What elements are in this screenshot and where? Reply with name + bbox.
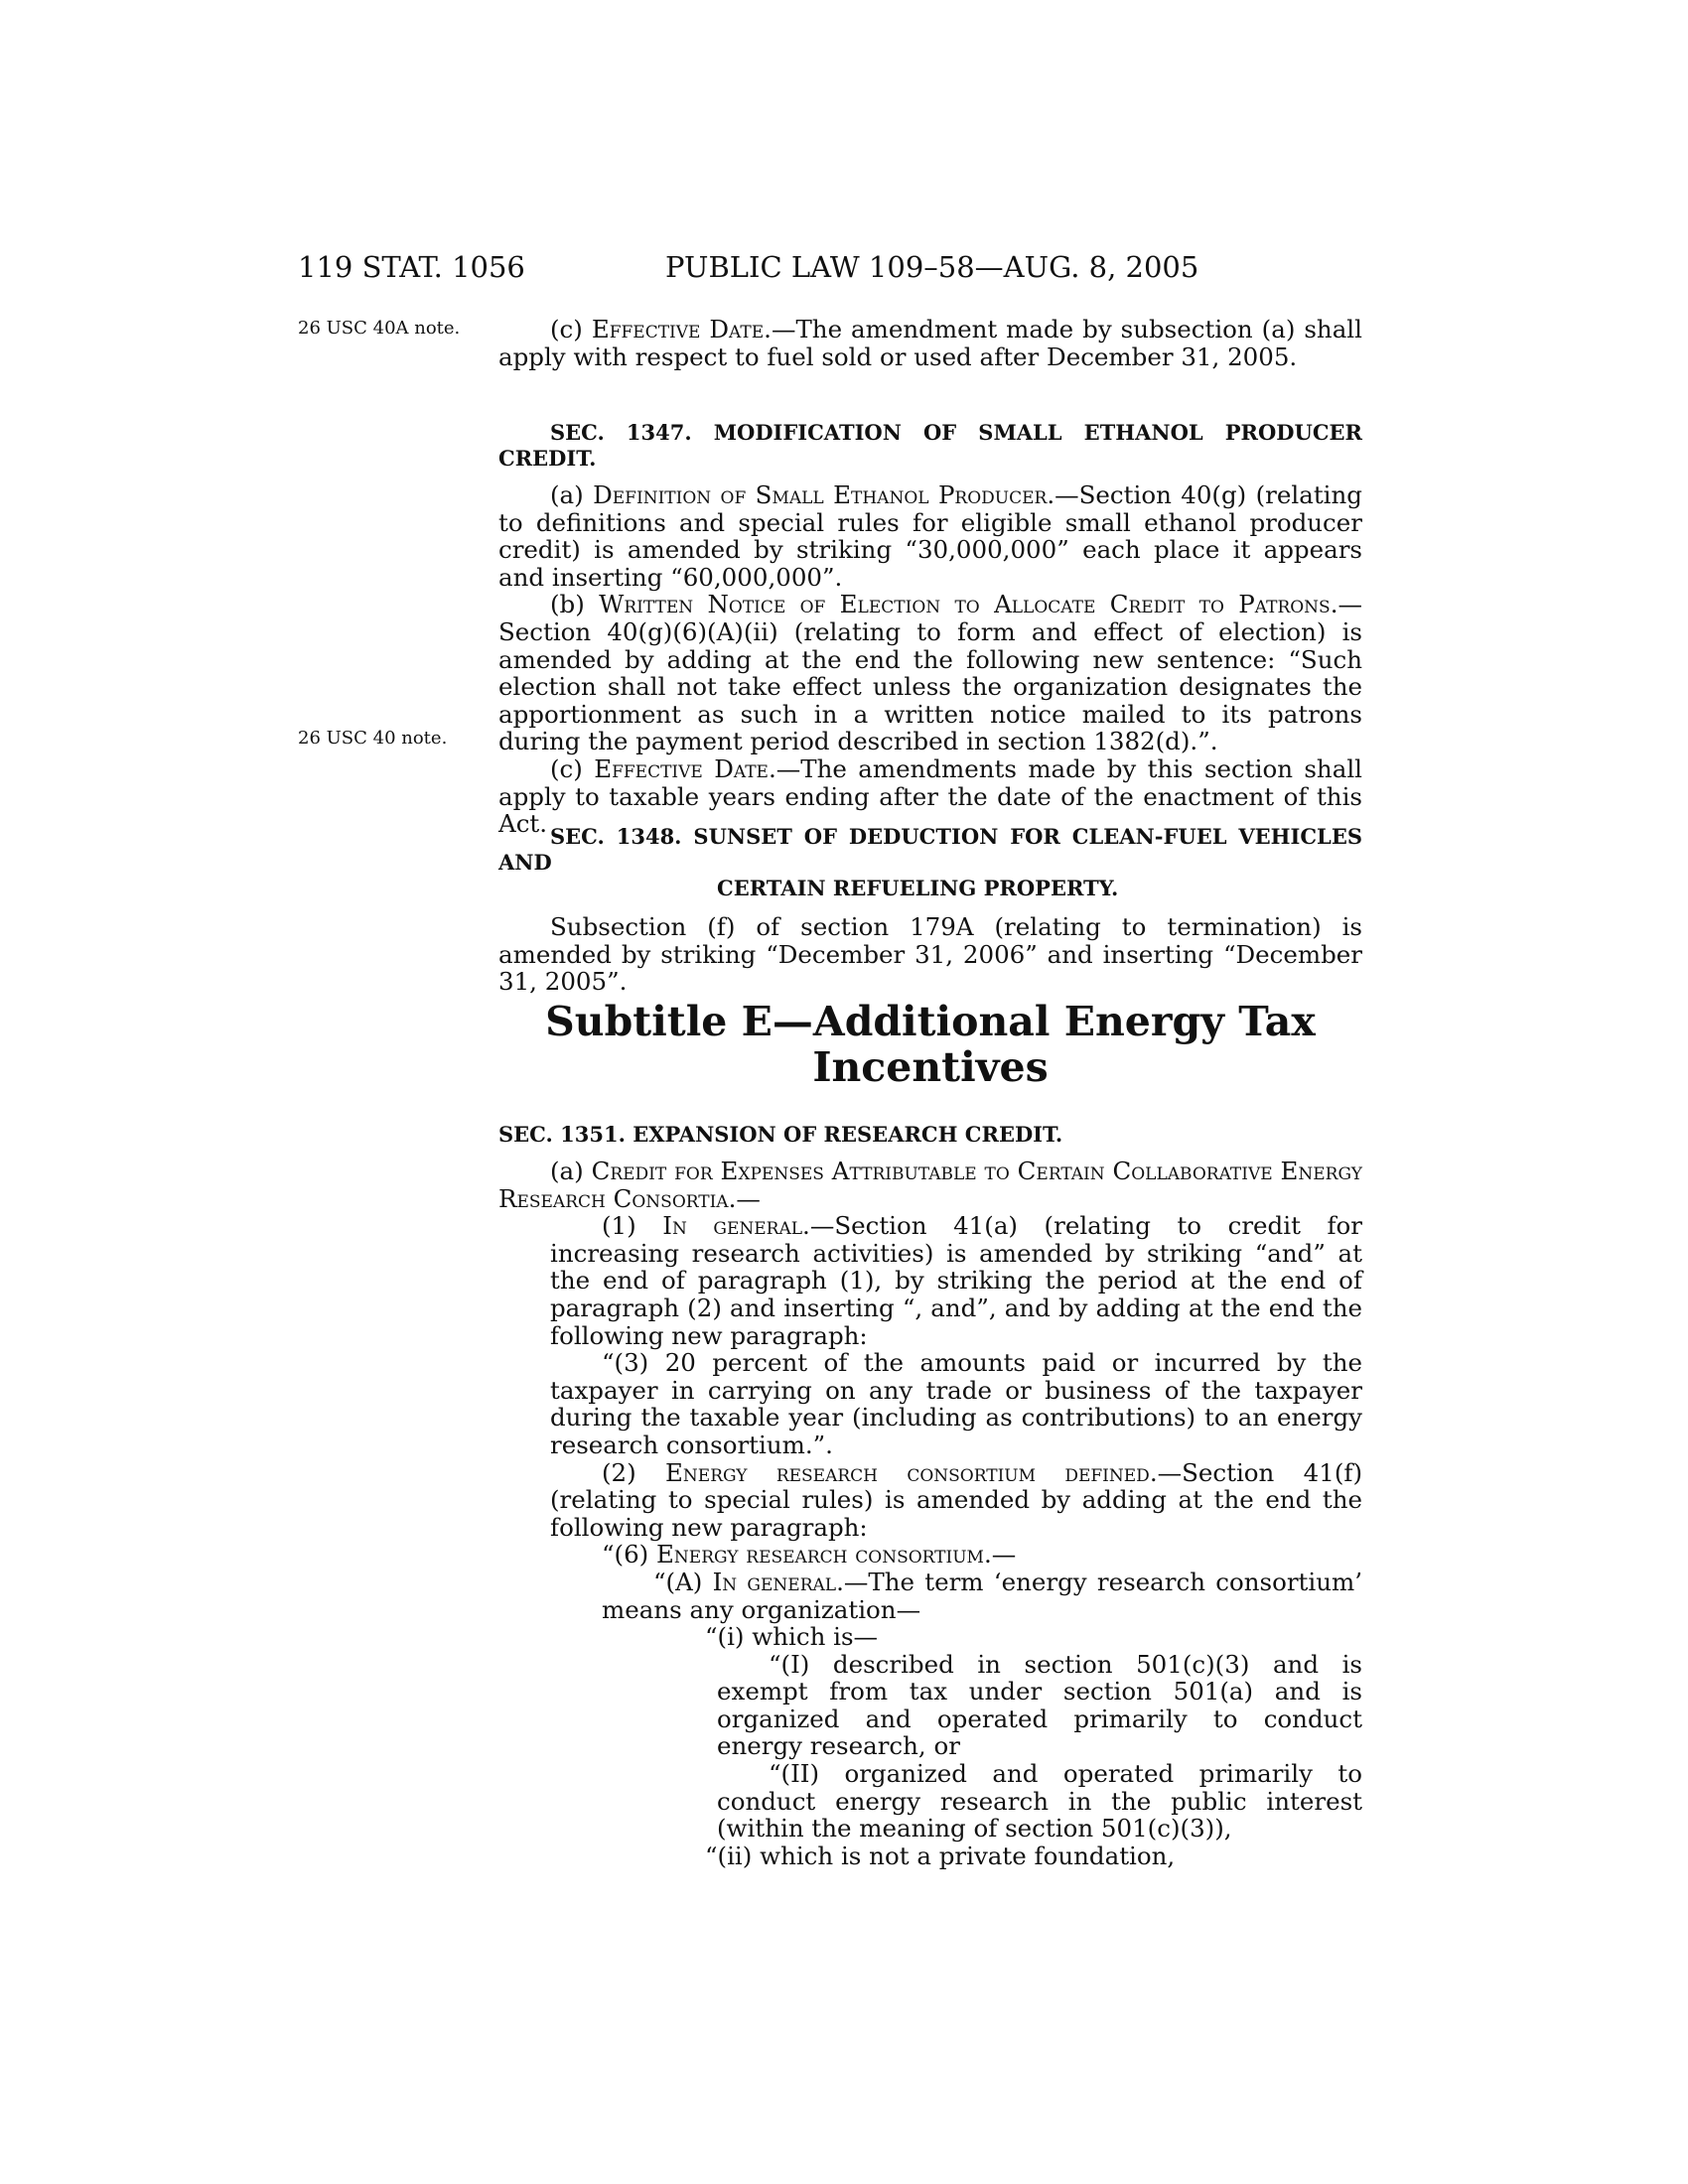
quoted-subparagraph-a: “(A) In general.—The term ‘energy research consortium’ means any organization— — [602, 1567, 1363, 1624]
section-heading-1347: SEC. 1347. MODIFICATION OF SMALL ETHANOL PRODUCER CREDIT. — [498, 420, 1362, 471]
section-1351 — [498, 1122, 1362, 1869]
subsection-1351-a: (a) Credit for Expenses Attributable to Certain Collaborative Energy Research Consortia.— — [498, 1157, 1362, 1213]
section-heading-1351: SEC. 1351. EXPANSION OF RESEARCH CREDIT. — [498, 1122, 1063, 1147]
paragraph-1351-a-1: (1) In general.—Section 41(a) (relating to credit for increasing research activities) is amended by striking “and” at the end of paragraph (1), by striking the period at the end of paragraph (2) and inserting “, and”, and by adding at the end the following new paragraph: — [550, 1211, 1362, 1350]
paragraph-1351-a-2: (2) Energy research consortium defined.—Section 41(f) (relating to special rules) is amended by adding at the end the following new paragraph: — [550, 1457, 1362, 1542]
quoted-clause-ii: “(ii) which is not a private foundation, — [705, 1841, 1176, 1870]
quoted-subclause-I: “(I) described in section 501(c)(3) and is exempt from tax under section 501(a) and is organized and operated primarily to conduct energy research, or — [717, 1649, 1362, 1761]
subtitle-heading: Subtitle E—Additional Energy Tax Incentives — [545, 998, 1316, 1091]
section-1347 — [498, 420, 1362, 838]
section-1348-text: Subsection (f) of section 179A (relating to termination) is amended by striking “December 31, 2006” and inserting “December 31, 2005”. — [498, 912, 1362, 997]
subsection-1347-a: (a) Definition of Small Ethanol Producer.—Section 40(g) (relating to definitions and special rules for eligible small ethanol producer credit) is amended by striking “30,000,000” each place it appears and inserting “60,000,000”. — [498, 480, 1362, 592]
section-1348 — [498, 824, 1362, 996]
quoted-paragraph-3: “(3) 20 percent of the amounts paid or incurred by the taxpayer in carrying on any trade or business of the taxpayer during the taxable year (including as contributions) to an energy research consortium.”. — [550, 1348, 1362, 1459]
subsection-1347-b: (b) Written Notice of Election to Allocate Credit to Patrons.—Section 40(g)(6)(A)(ii) (relating to form and effect of election) is amended by adding at the end the following new sentence: “Such election shall not take effect unless the organization designates the apportionment as such in a written notice mailed to its patrons during the payment period described in section 1382(d).”. — [498, 590, 1363, 756]
margin-note-40a: 26 USC 40A note. — [298, 318, 461, 339]
quoted-subclause-II: “(II) organized and operated primarily to conduct energy research in the public interest (within the meaning of section 501(c)(3)), — [717, 1759, 1362, 1843]
page-header — [298, 250, 1370, 290]
public-law-title: PUBLIC LAW 109–58—AUG. 8, 2005 — [665, 250, 1199, 284]
quoted-clause-i: “(i) which is— — [705, 1622, 879, 1652]
subsection-1347-c: (c) Effective Date.—The amendments made by this section shall apply to taxable years ending after the date of the enactment of this Act. — [498, 753, 1362, 839]
effective-date-paragraph-1: (c) Effective Date.—The amendment made by subsection (a) shall apply with respect to fuel sold or used after December 31, 2005. — [498, 315, 1362, 371]
section-heading-1348: SEC. 1348. SUNSET OF DEDUCTION FOR CLEAN-FUEL VEHICLES AND CERTAIN REFUELING PROPERTY. — [498, 824, 1362, 900]
margin-note-40: 26 USC 40 note. — [298, 728, 448, 749]
stat-citation: 119 STAT. 1056 — [298, 250, 525, 284]
quoted-paragraph-6: “(6) Energy research consortium.— — [602, 1540, 1017, 1570]
